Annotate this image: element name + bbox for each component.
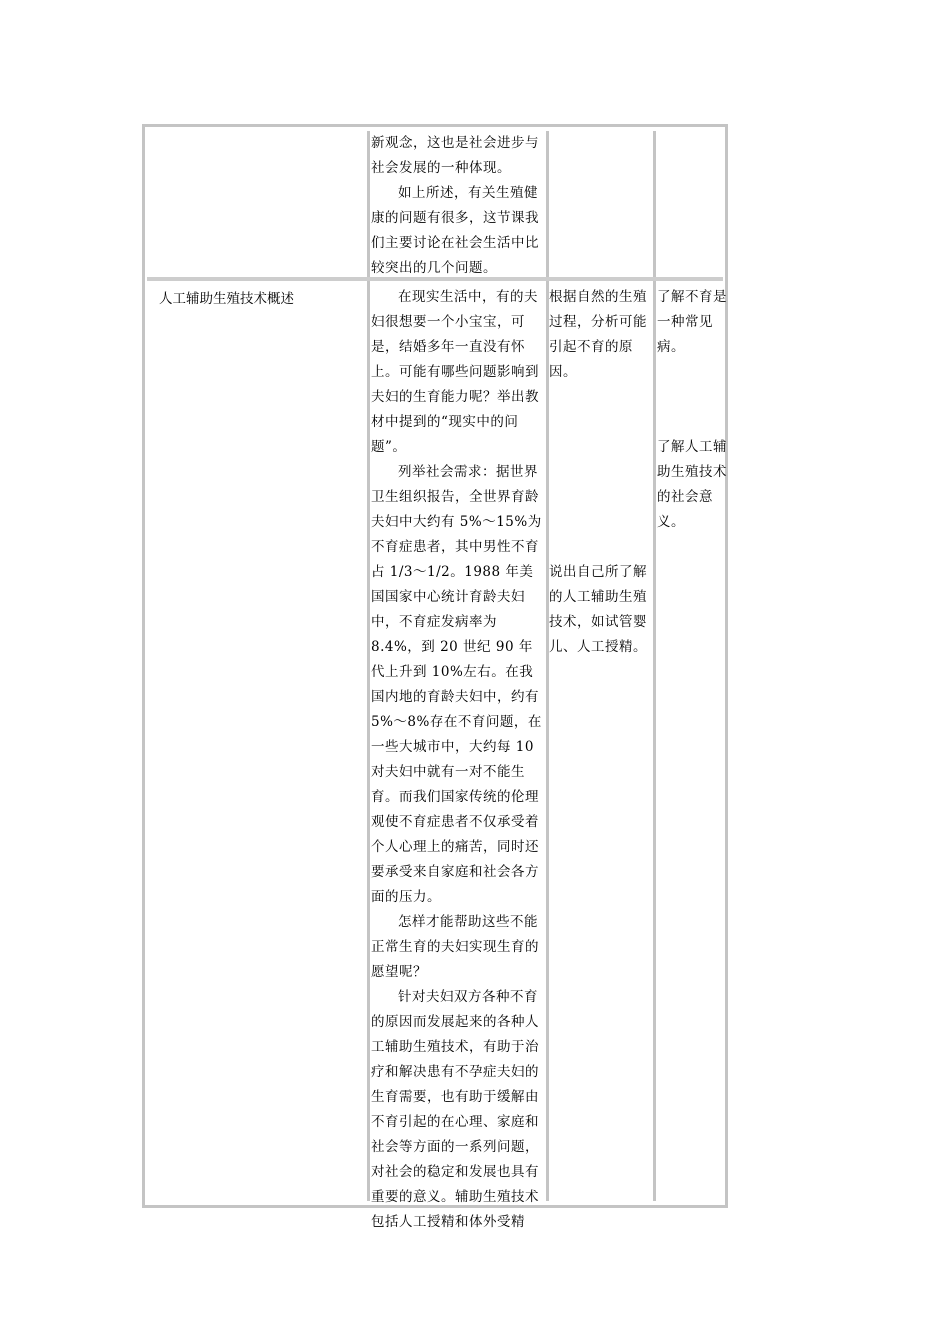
spacer <box>549 385 651 560</box>
column-divider <box>367 131 370 1201</box>
process-paragraph: 在现实生活中，有的夫妇很想要一个小宝宝，可是，结婚多年一直没有怀上。可能有哪些问题影响到夫妇的生育能力呢？举出教材中提到的“现实中的问题”。 <box>371 289 539 455</box>
row2-student-activity-cell <box>549 285 651 660</box>
process-paragraph: 列举社会需求：据世界卫生组织报告，全世界育龄夫妇中大约有 5%～15%为不育症患者，其中男性不育占 1/3～1/2。1988 年美国国家中心统计育龄夫妇中，不育症发病率为 8.4%，到 20 世纪 90 年代上升到 10%左右。在我国内地的育龄夫妇中，约有 5%～8%存在不育问题，在一些大城市中，大约每 10 对夫妇中就有一对不能生育。而我们国家传统的伦理观使不育症患者不仅承受着个人心理上的痛苦，同时还要承受来自家庭和社会各方面的压力。 <box>371 464 542 905</box>
spacer <box>657 360 727 435</box>
student-activity: 说出自己所了解的人工辅助生殖技术，如试管婴儿、人工授精。 <box>549 564 647 655</box>
process-paragraph: 如上所述，有关生殖健康的问题有很多，这节课我们主要讨论在社会生活中比较突出的几个问题。 <box>371 185 539 276</box>
row2-goal-cell <box>657 285 727 535</box>
teaching-goal: 了解人工辅助生殖技术的社会意义。 <box>657 439 727 530</box>
student-activity: 根据自然的生殖过程，分析可能引起不育的原因。 <box>549 289 647 380</box>
process-paragraph: 怎样才能帮助这些不能正常生育的夫妇实现生育的愿望呢？ <box>371 914 539 980</box>
teaching-goal: 了解不育是一种常见病。 <box>657 289 727 355</box>
process-paragraph: 新观念，这也是社会进步与社会发展的一种体现。 <box>371 135 539 176</box>
row1-process-cell <box>371 131 545 281</box>
process-paragraph: 针对夫妇双方各种不育的原因而发展起来的各种人工辅助生殖技术，有助于治疗和解决患有不孕症夫妇的生育需要，也有助于缓解由不育引起的在心理、家庭和社会等方面的一系列问题，对社会的稳定和发展也具有重要的意义。辅助生殖技术包括人工授精和体外受精 <box>371 989 539 1230</box>
lesson-plan-table <box>142 124 728 1230</box>
row2-process-cell <box>371 285 545 1235</box>
column-divider <box>653 131 656 1201</box>
section-title: 人工辅助生殖技术概述 <box>159 291 294 307</box>
